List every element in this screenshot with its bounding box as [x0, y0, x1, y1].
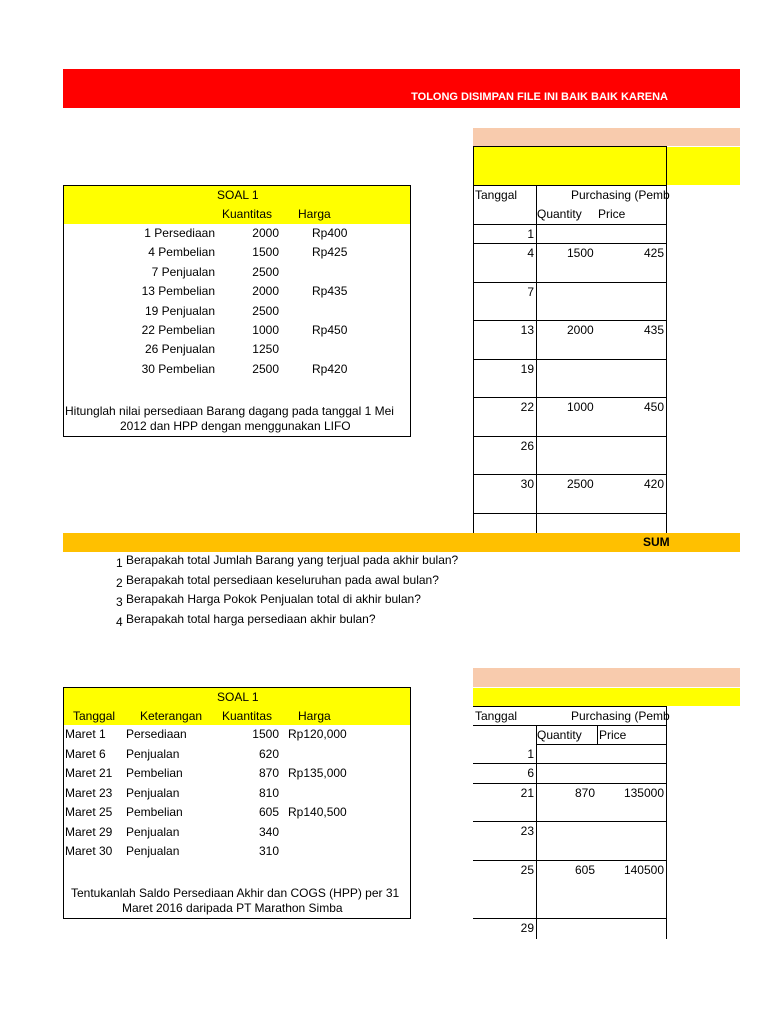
soal1-row-price: Rp435: [312, 284, 348, 299]
soal1-row-qty: 2500: [252, 361, 279, 376]
soal1-row-price: Rp450: [312, 323, 348, 337]
grid-line: [473, 359, 667, 360]
right2-peach-band: [473, 668, 740, 687]
soal1-row-label: 4 Pembelian: [148, 245, 215, 260]
grid-line: [473, 320, 667, 321]
grid-line: [473, 821, 667, 822]
right1-row-qty: 1000: [567, 400, 594, 414]
soal2-row-date: Maret 29: [65, 824, 113, 839]
right1-row-date: 19: [520, 362, 534, 376]
soal1-row-qty: 1250: [252, 342, 279, 357]
grid-line: [473, 474, 667, 475]
soal2-row-qty: 870: [258, 766, 279, 780]
grid-line: [473, 860, 667, 861]
soal2-row-desc: Pembelian: [126, 805, 183, 819]
right2-row-date: 25: [520, 863, 534, 877]
soal2-row-date: Maret 1: [65, 727, 106, 741]
right1-row-price: 435: [643, 323, 664, 337]
soal2-row-qty: 605: [258, 805, 279, 819]
soal1-row-price: Rp420: [312, 361, 348, 376]
right1-row-date: 4: [527, 246, 534, 260]
soal1-col-price: Harga: [298, 207, 331, 221]
banner-text: TOLONG DISIMPAN FILE INI BAIK BAIK KARENA: [411, 91, 668, 103]
sum-label: SUM: [643, 535, 670, 549]
soal2-row-date: Maret 21: [65, 766, 113, 780]
soal2-row-qty: 310: [258, 844, 279, 858]
right2-row-date: 23: [520, 824, 534, 838]
grid-line: [473, 397, 667, 398]
soal2-col-qty: Kuantitas: [222, 709, 273, 723]
right1-row-qty: 2500: [567, 477, 594, 491]
soal2-instruction-2: Maret 2016 daripada PT Marathon Simba: [122, 901, 343, 915]
soal1-row-label: 26 Penjualan: [144, 342, 215, 357]
right1-row-date: 7: [527, 285, 534, 299]
right2-row-date: 1: [527, 747, 534, 761]
soal1-row-label: 22 Pembelian: [141, 323, 215, 337]
question-text: Berapakah total Jumlah Barang yang terjual pada akhir bulan?: [126, 553, 459, 567]
right2-col-date: Tanggal: [475, 709, 518, 723]
right1-col-purchasing: Purchasing (Pemb: [571, 188, 670, 202]
right2-row-qty: 870: [574, 786, 595, 800]
right1-row-date: 13: [520, 323, 534, 337]
soal2-row-desc: Pembelian: [126, 766, 183, 780]
soal2-row-date: Maret 25: [65, 805, 113, 819]
right2-row-price: 140500: [623, 863, 664, 877]
right1-col-quantity: Quantity: [537, 207, 582, 221]
question-number: 1: [116, 556, 123, 570]
right1-row-price: 450: [643, 400, 664, 414]
soal2-row-qty: 620: [258, 746, 279, 761]
right2-row-date: 6: [527, 766, 534, 780]
soal2-row-qty: 810: [258, 785, 279, 800]
question-number: 4: [116, 614, 123, 629]
right1-col-date: Tanggal: [475, 188, 518, 202]
question-number: 2: [116, 575, 123, 590]
question-text: Berapakah total harga persediaan akhir bulan?: [126, 611, 376, 626]
soal2-col-price: Harga: [298, 709, 331, 723]
right1-row-date: 22: [520, 400, 534, 414]
sum-bar: [63, 533, 740, 552]
grid-line: [473, 763, 667, 764]
question-text: Berapakah total persediaan keseluruhan pada awal bulan?: [126, 572, 439, 587]
grid-line: [473, 436, 667, 437]
soal1-row-qty: 2000: [252, 226, 279, 240]
right2-row-date: 29: [520, 921, 534, 935]
soal1-row-label: 1 Persediaan: [144, 226, 215, 240]
soal1-row-label: 13 Pembelian: [141, 284, 215, 299]
question-text: Berapakah Harga Pokok Penjualan total di akhir bulan?: [126, 592, 421, 606]
right2-row-price: 135000: [623, 786, 664, 800]
grid-line: [473, 918, 667, 919]
soal1-col-qty: Kuantitas: [222, 207, 273, 221]
right1-row-price: 420: [643, 477, 664, 491]
soal2-row-desc: Penjualan: [126, 746, 180, 761]
right1-yellow-band: [473, 147, 740, 185]
right1-row-date: 1: [527, 227, 534, 241]
soal1-row-qty: 2500: [252, 264, 279, 279]
soal1-row-price: Rp400: [312, 226, 348, 240]
soal2-col-desc: Keterangan: [140, 709, 203, 723]
right1-row-qty: 1500: [567, 246, 594, 260]
soal2-col-date: Tanggal: [73, 709, 116, 723]
right2-col-price: Price: [599, 728, 627, 742]
right2-row-date: 21: [520, 786, 534, 800]
soal1-row-qty: 2500: [252, 303, 279, 318]
soal2-row-desc: Penjualan: [126, 824, 180, 839]
right1-col-price: Price: [598, 207, 626, 221]
grid-line: [473, 783, 667, 784]
soal2-instruction-1: Tentukanlah Saldo Persediaan Akhir dan COGS (HPP) per 31: [71, 886, 400, 900]
soal1-title: SOAL 1: [217, 188, 259, 202]
soal2-title: SOAL 1: [217, 690, 259, 704]
soal2-row-price: Rp120,000: [288, 727, 347, 741]
soal1-row-price: Rp425: [312, 245, 348, 260]
soal2-row-qty: 1500: [252, 727, 279, 741]
soal2-row-date: Maret 6: [65, 746, 106, 761]
right2-col-purchasing: Purchasing (Pemb: [571, 709, 670, 723]
right2-row-qty: 605: [574, 863, 595, 877]
soal1-row-label: 19 Penjualan: [144, 303, 215, 318]
soal1-row-qty: 1500: [252, 245, 279, 260]
grid-line: [473, 243, 667, 244]
soal2-row-desc: Persediaan: [126, 727, 187, 741]
right1-row-date: 26: [520, 439, 534, 453]
soal2-row-qty: 340: [258, 824, 279, 839]
grid-line: [473, 282, 667, 283]
soal2-row-date: Maret 23: [65, 785, 113, 800]
right2-col-quantity: Quantity: [537, 728, 582, 742]
soal2-row-price: Rp135,000: [288, 766, 347, 780]
soal1-instruction-1: Hitunglah nilai persediaan Barang dagang pada tanggal 1 Mei: [65, 404, 394, 418]
warning-banner: [63, 69, 740, 108]
soal1-row-label: 30 Pembelian: [141, 361, 215, 376]
right1-peach-band: [473, 128, 740, 146]
soal2-row-desc: Penjualan: [126, 844, 180, 858]
right1-row-qty: 2000: [567, 323, 594, 337]
soal1-row-label: 7 Penjualan: [151, 264, 215, 279]
right1-row-price: 425: [643, 246, 664, 260]
right1-row-date: 30: [520, 477, 534, 491]
question-number: 3: [116, 595, 123, 609]
grid-line: [473, 513, 667, 514]
soal2-row-desc: Penjualan: [126, 785, 180, 800]
soal2-row-date: Maret 30: [65, 844, 113, 858]
soal1-row-qty: 1000: [252, 323, 279, 337]
soal2-row-price: Rp140,500: [288, 805, 347, 819]
soal1-row-qty: 2000: [252, 284, 279, 299]
right2-yellow-band: [473, 688, 740, 706]
soal1-instruction-2: 2012 dan HPP dengan menggunakan LIFO: [120, 419, 351, 433]
